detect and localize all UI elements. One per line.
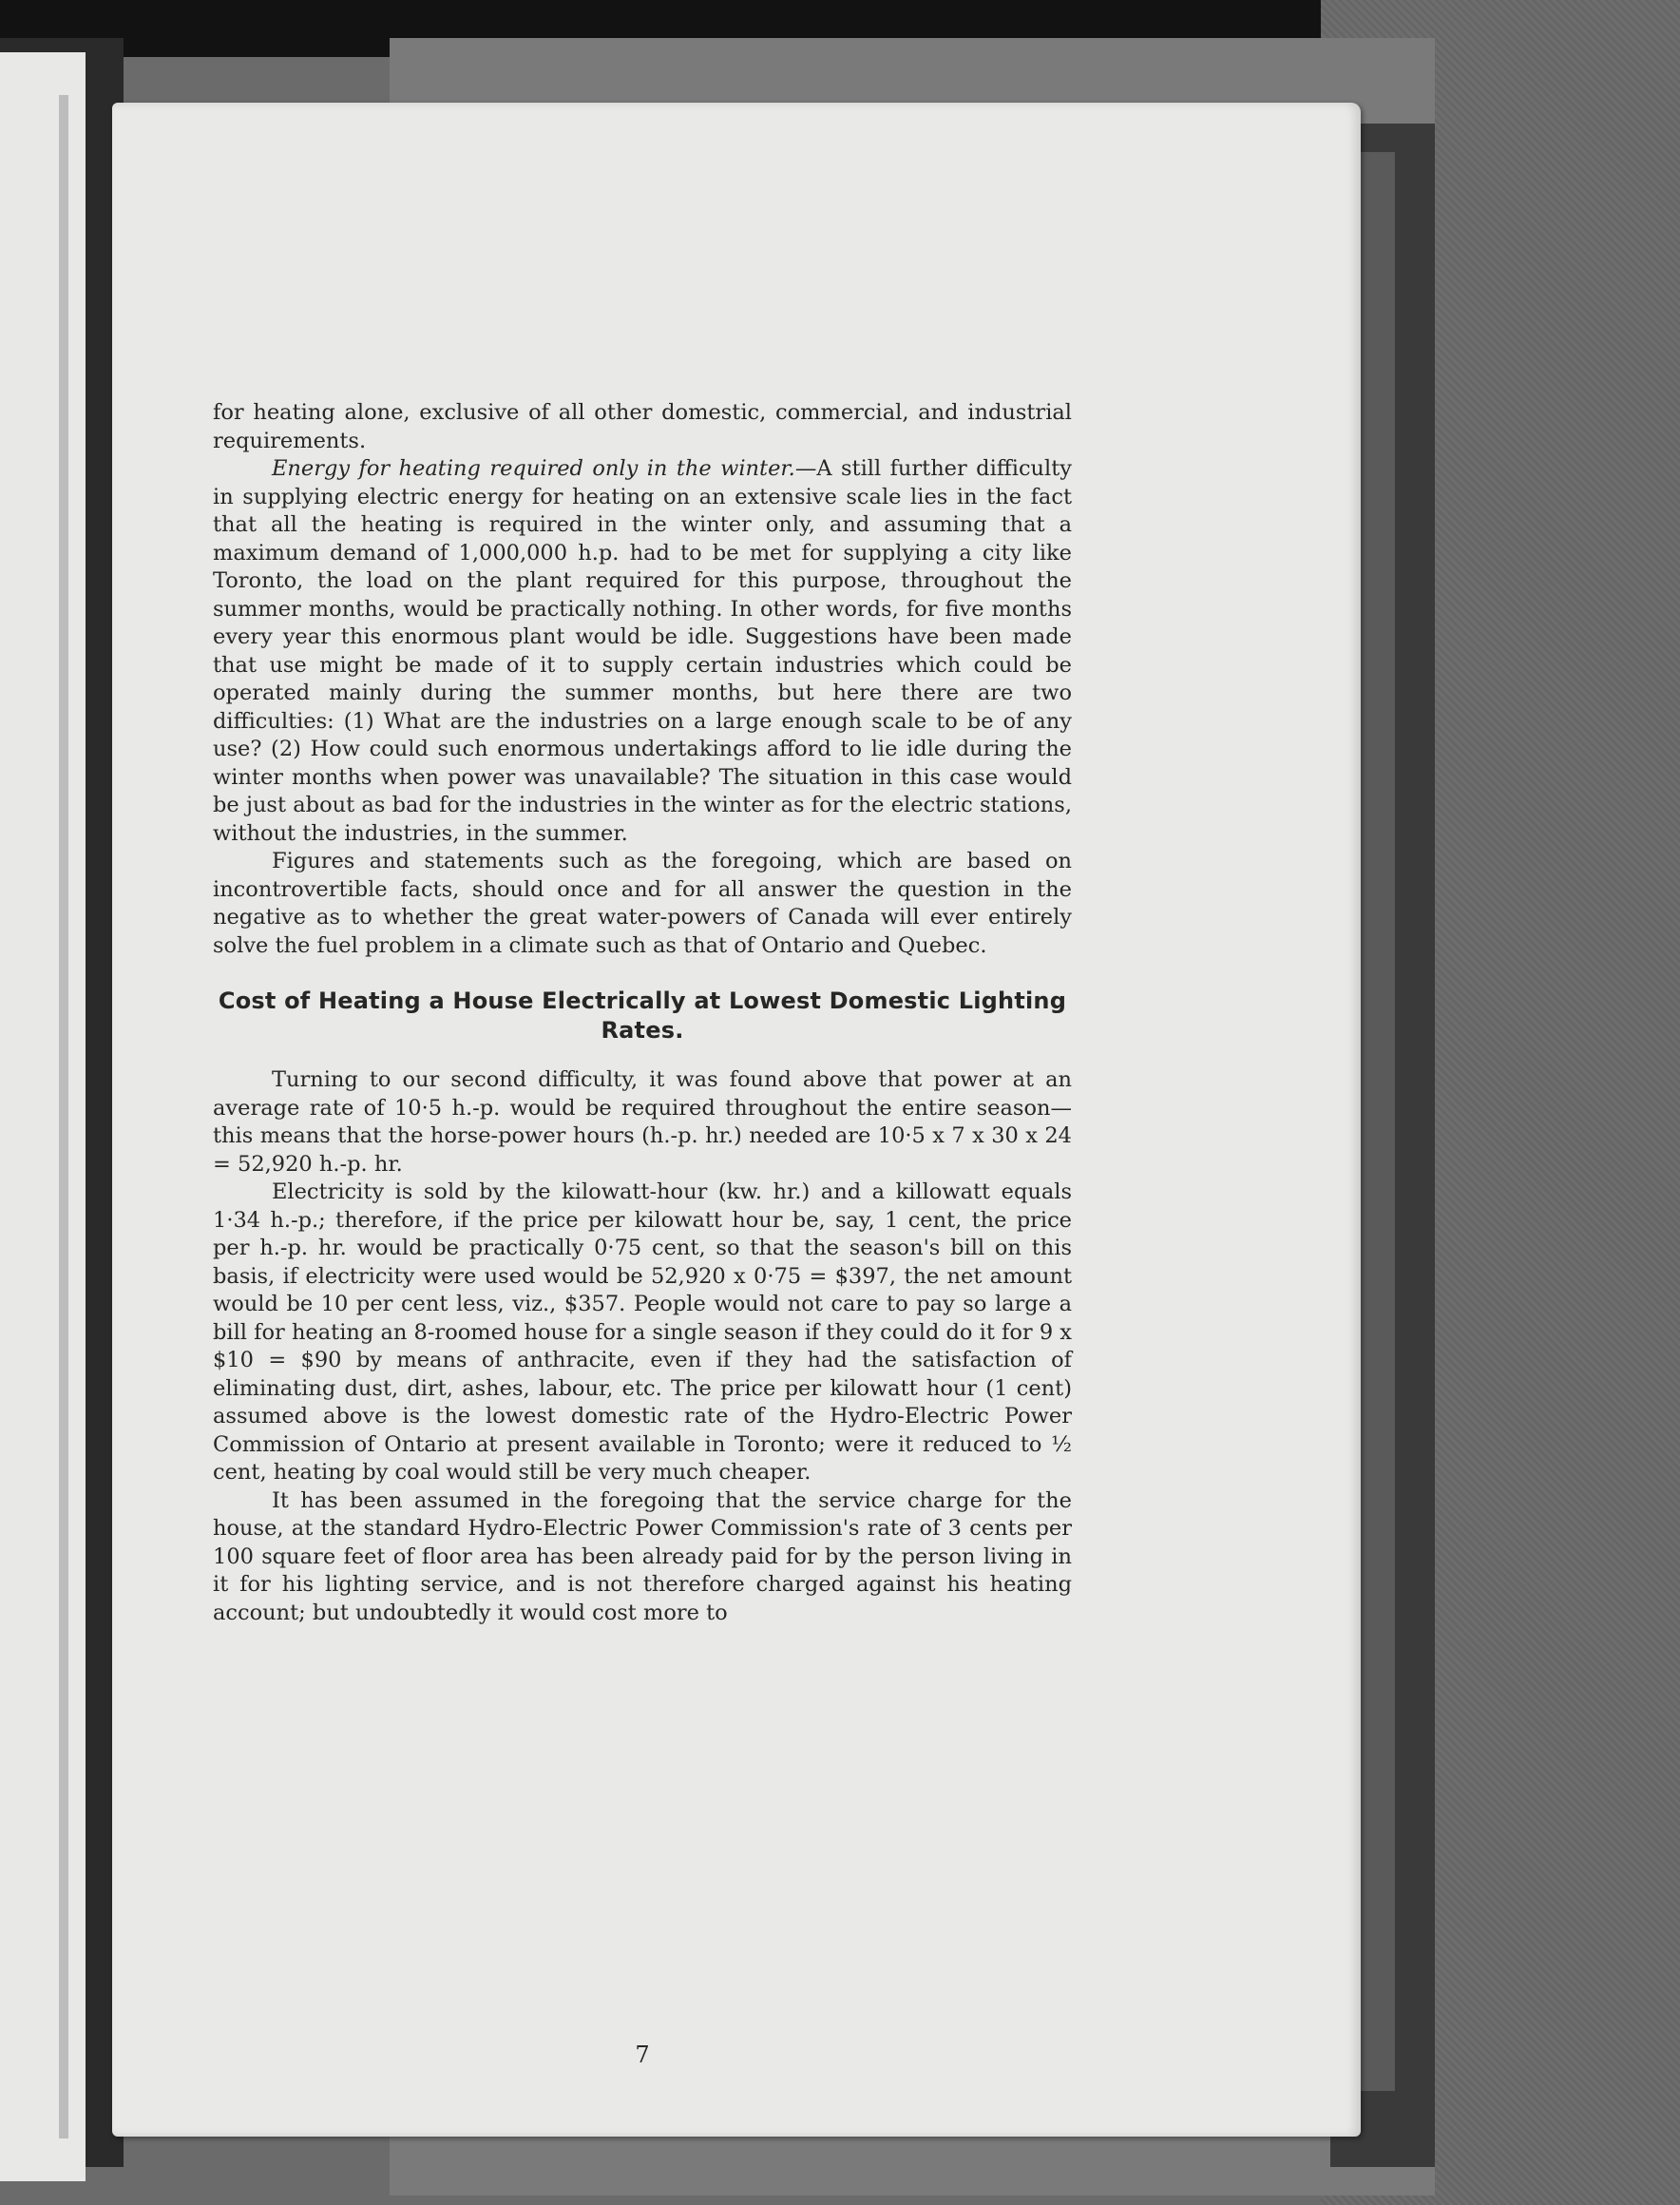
paragraph-horsepower-hours: Turning to our second difficulty, it was found above that power at an average rate of 10·5 h.-p. would be required throughout the entire season—this means that the horse-power hours (h.-p. hr.) needed are 10·5 x 7 x 30 x 24 = 52,920 h.-p. hr. [213, 1067, 1072, 1177]
document-page [112, 103, 1361, 2137]
page-number: 7 [635, 2042, 650, 2068]
paragraph-service-charge: It has been assumed in the foregoing that the service charge for the house, at the standard Hydro-Electric Power Commission's rate of 3 cents per 100 square feet of floor area has been already paid for by the person living in it for his lighting service, and is not therefore charged against his heating account; but undoubtedly it would cost more to [213, 1487, 1072, 1625]
run-in-heading: Energy for heating required only in the winter. [272, 456, 795, 481]
previous-page-edge [0, 52, 86, 2181]
paragraph-conclusion: Figures and statements such as the foregoing, which are based on incontrovertible facts, should once and for all answer the question in the negative as to whether the great water-powers of Canada will ever entirely solve the fuel problem in a climate such as that of Ontario and Quebec. [213, 849, 1072, 958]
paragraph-continued: for heating alone, exclusive of all other domestic, commercial, and industrial requirements. [213, 400, 1072, 453]
paragraph-body: —A still further difficulty in supplying electric energy for heating on an extensive scale lies in the fact that all the heating is required in the winter only, and assuming that a maximum demand of 1,000,000 h.p. had to be met for supplying a city like Toronto, the load on the plant required for this purpose, throughout the summer months, would be practically nothing. In other words, for five months every year this enormous plant would be idle. Suggestions have been made that use might be made of it to supply certain industries which could be operated mainly during the summer months, but here there are two difficulties: (1) What are the industries on a large enough scale to be of any use? (2) How could such enormous undertakings afford to lie idle during the winter months when power was unavailable? The situation in this case would be just about as bad for the industries in the winter as for the electric stations, without the industries, in the summer. [213, 456, 1072, 846]
book-spine-edge [59, 95, 68, 2138]
paragraph-winter-energy [213, 455, 1072, 848]
section-heading: Cost of Heating a House Electrically at Lowest Domestic Lighting Rates. [218, 987, 1067, 1044]
page-text [213, 399, 1072, 2068]
paragraph-electricity-cost: Electricity is sold by the kilowatt-hour (kw. hr.) and a killowatt equals 1·34 h.-p.; therefore, if the price per kilowatt hour be, say, 1 cent, the price per h.-p. hr. would be practically 0·75 cent, so that the season's bill on this basis, if electricity were used would be 52,920 x 0·75 = $397, the net amount would be 10 per cent less, viz., $357. People would not care to pay so large a bill for heating an 8-roomed house for a single season if they could do it for 9 x $10 = $90 by means of anthracite, even if they had the satisfaction of eliminating dust, dirt, ashes, labour, etc. The price per kilowatt hour (1 cent) assumed above is the lowest domestic rate of the Hydro-Electric Power Commission of Ontario at present available in Toronto; were it reduced to ½ cent, heating by coal would still be very much cheaper. [213, 1179, 1072, 1485]
